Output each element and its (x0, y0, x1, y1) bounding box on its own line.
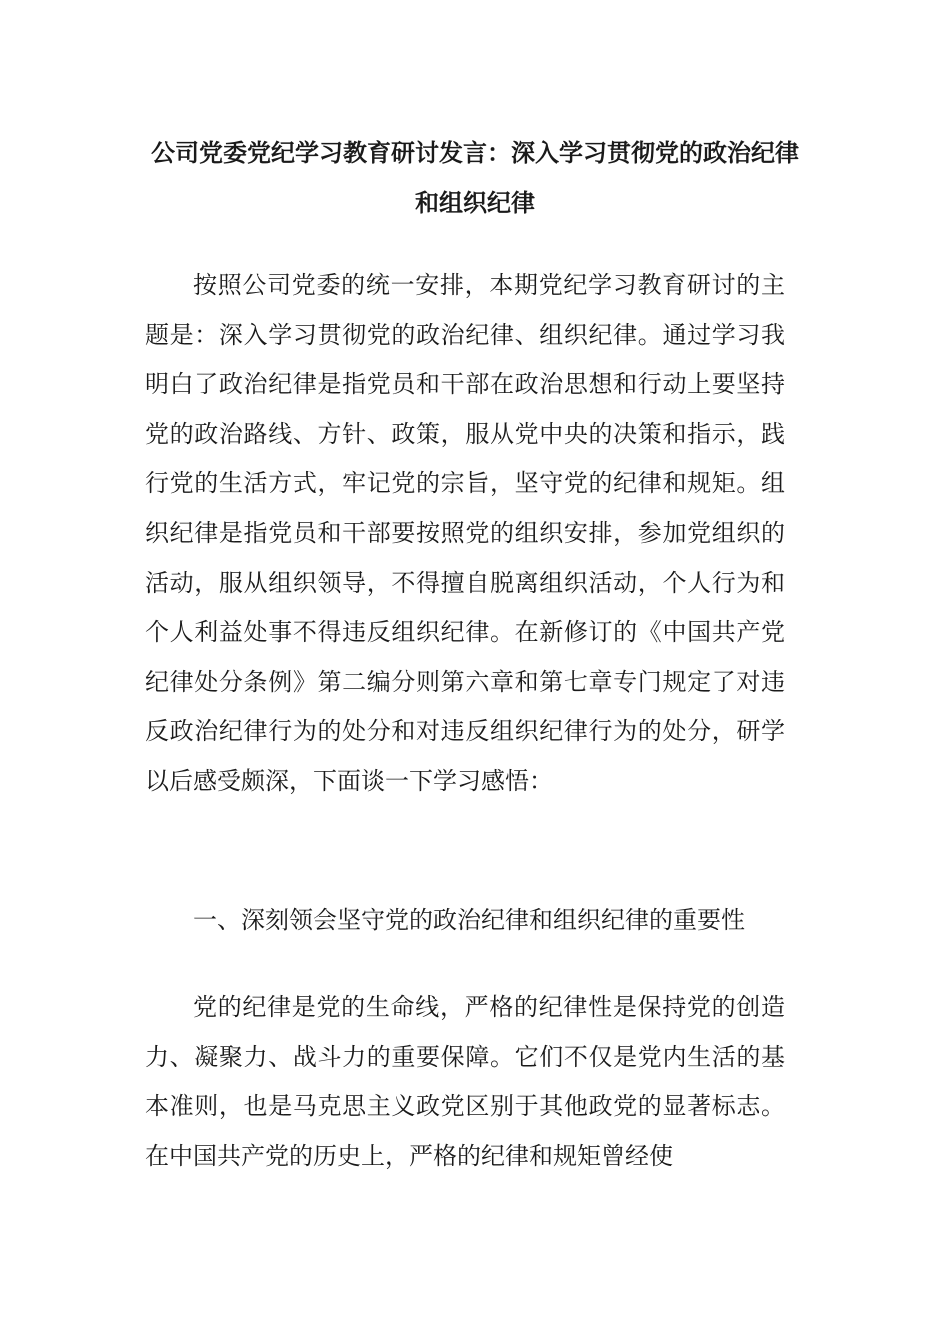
intro-paragraph: 按照公司党委的统一安排，本期党纪学习教育研讨的主题是：深入学习贯彻党的政治纪律、组织纪律。通过学习我明白了政治纪律是指党员和干部在政治思想和行动上要坚持党的政治路线、方针、政策，服从党中央的决策和指示，践行党的生活方式，牢记党的宗旨，坚守党的纪律和规矩。组织纪律是指党员和干部要按照党的组织安排，参加党组织的活动，服从组织领导，不得擅自脱离组织活动，个人行为和个人利益处事不得违反组织纪律。在新修订的《中国共产党纪律处分条例》第二编分则第六章和第七章专门规定了对违反政治纪律行为的处分和对违反组织纪律行为的处分，研学以后感受颇深，下面谈一下学习感悟： (145, 271, 785, 795)
section-heading: 一、深刻领会坚守党的政治纪律和组织纪律的重要性 (193, 906, 745, 934)
body-paragraph: 党的纪律是党的生命线，严格的纪律性是保持党的创造力、凝聚力、战斗力的重要保障。它们不仅是党内生活的基本准则，也是马克思主义政党区别于其他政党的显著标志。在中国共产党的历史上，严格的纪律和规矩曾经使 (145, 993, 785, 1170)
document-title: 公司党委党纪学习教育研讨发言：深入学习贯彻党的政治纪律和组织纪律 (151, 139, 799, 217)
